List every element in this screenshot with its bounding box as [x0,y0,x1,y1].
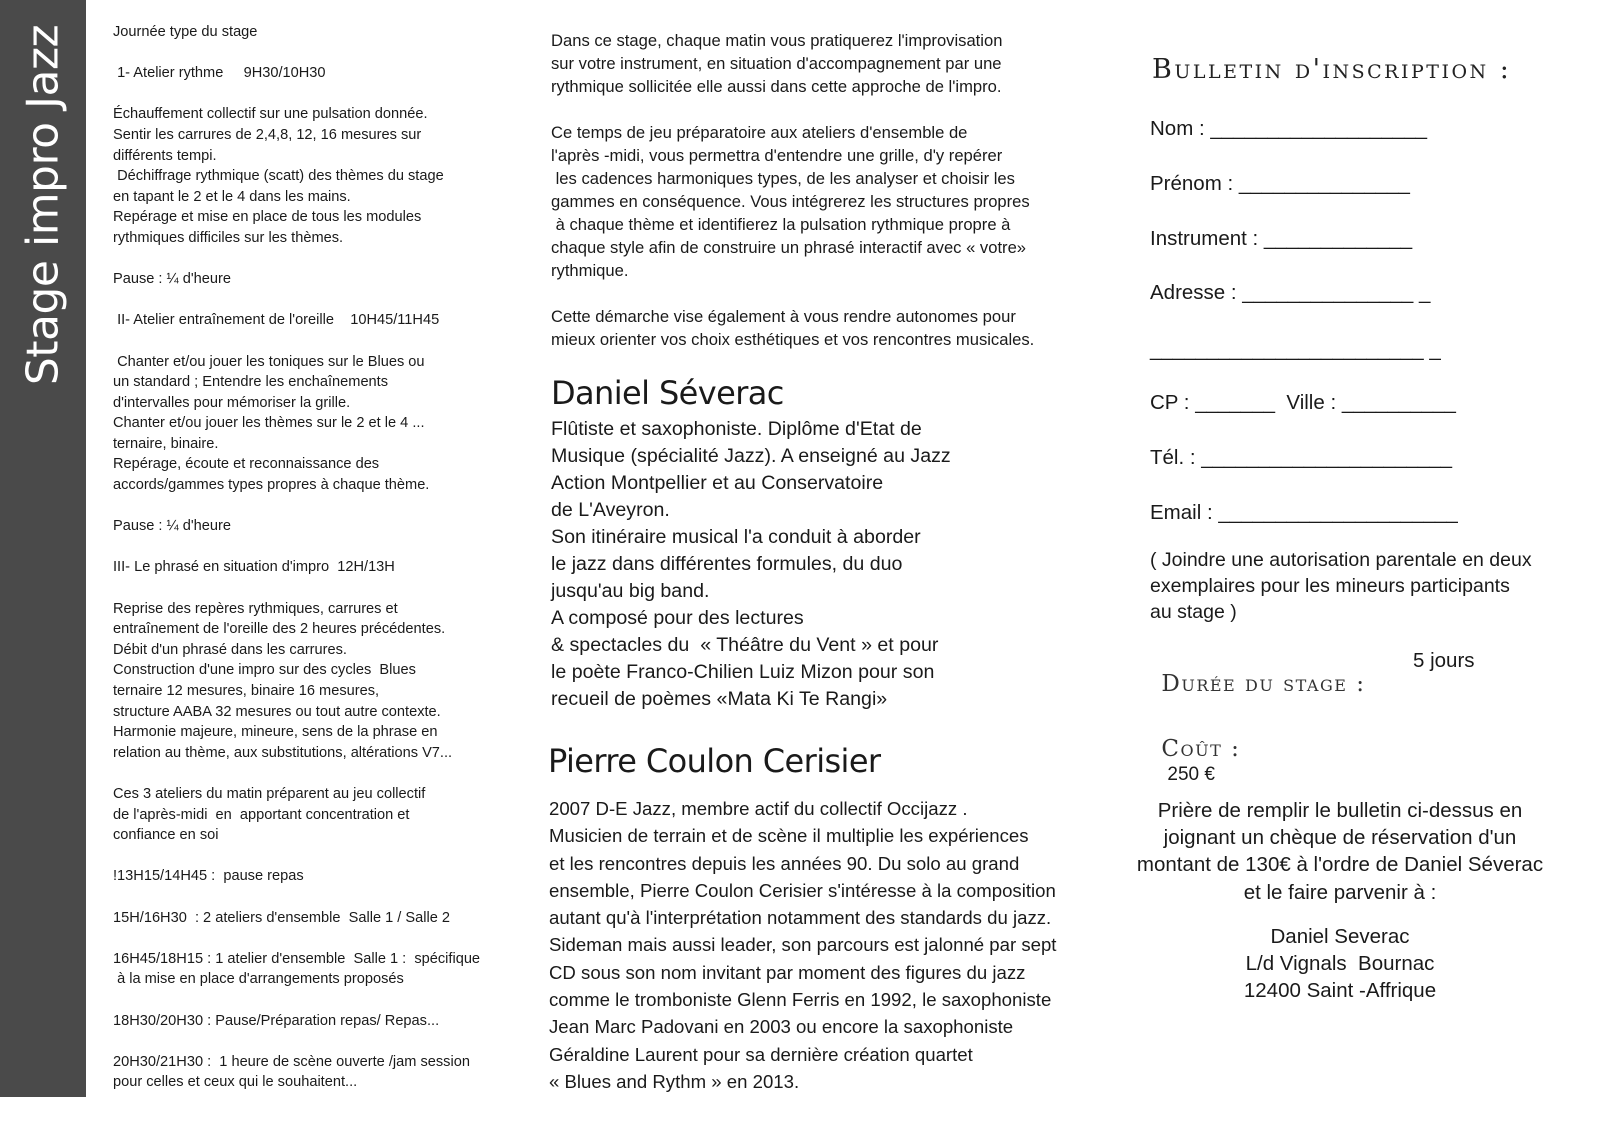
address-line: L/d Vignals Bournac [1245,952,1435,975]
intro-paragraph-3: Cette démarche vise également à vous rendre autonomes pour mieux orienter vos choix esthétiques et vos rencontres musicales. [551,307,1035,349]
workshop-1-title: 1- Atelier rythme 9H30/10H30 [113,65,326,82]
duration-row [1150,647,1475,721]
schedule-column [113,22,533,1113]
nom-field[interactable]: Nom : ___________________ [1150,117,1427,140]
duration-label: Durée du stage : [1161,671,1366,697]
tel-field[interactable]: Tél. : ______________________ [1150,446,1453,469]
sidebar-title: Stage impro Jazz [17,24,69,386]
bio-name-cerisier: Pierre Coulon Cerisier [548,742,881,780]
form-title: Bulletin d'inscription : [1152,54,1512,85]
bio-name-severac: Daniel Séverac [551,374,784,412]
duration-value: 5 jours [1413,649,1475,672]
adresse-line2-field[interactable]: ________________________ _ [1150,338,1441,361]
adresse-field[interactable]: Adresse : _______________ _ [1150,281,1431,304]
workshop-3-title: III- Le phrasé en situation d'impro 12H/13H [113,559,395,576]
bio-text-severac: Flûtiste et saxophoniste. Diplôme d'Etat de Musique (spécialité Jazz). A enseigné au Jazz Action Montpellier et au Conservatoire de L'Aveyron. Son itinéraire musical l'a conduit à aborder le jazz dans différentes formules, du duo jusqu'au big band. A composé pour des lectures & spectacles du « Théâtre du Vent » et pour le poète Franco-Chilien Luiz Mizon pour son recueil de poèmes «Mata Ki Te Rangi» [551,418,951,710]
jam-session: 20H30/21H30 : 1 heure de scène ouverte /jam session pour celles et ceux qui le souhaitent... [113,1053,470,1091]
cost-row [1150,712,1240,786]
workshop-1-text: Échauffement collectif sur une pulsation donnée. Sentir les carrures de 2,4,8, 12, 16 mesures sur différents tempi. Déchiffrage rythmique (scatt) des thèmes du stage en tapant le 2 et le 4 dans les mains. Repérage et mise en place de tous les modules rythmiques difficiles sur les thèmes. [113,106,444,246]
intro-column [551,29,1091,374]
pause-2: Pause : ¼ d'heure [113,518,231,535]
instrument-field[interactable]: Instrument : _____________ [1150,227,1413,250]
closing-instructions: Prière de remplir le bulletin ci-dessus en joignant un chèque de réservation d'un montant de 130€ à l'ordre de Daniel Séverac et le faire parvenir à : [1136,799,1544,904]
lunch-slot: !13H15/14H45 : pause repas [113,868,304,885]
workshop-2-text: Chanter et/ou jouer les toniques sur le Blues ou un standard ; Entendre les enchaînements d'intervalles pour mémoriser la grille. Chanter et/ou jouer les thèmes sur le 2 et le 4 ... ternaire, binaire. Repérage, écoute et reconnaissance des accords/gammes types propres à chaque thème. [113,353,430,494]
address-line: 12400 Saint -Affrique [1243,979,1437,1002]
cost-value: 250 € [1167,764,1215,785]
email-field[interactable]: Email : _____________________ [1150,501,1458,524]
cp-ville-field[interactable]: CP : _______ Ville : __________ [1150,391,1456,414]
afternoon-slot-1: 15H/16H30 : 2 ateliers d'ensemble Salle 1 / Salle 2 [113,909,451,926]
morning-summary: Ces 3 ateliers du matin préparent au jeu collectif de l'après-midi en apportant concentration et confiance en soi [113,785,426,844]
schedule-heading: Journée type du stage [113,24,258,40]
intro-paragraph-1: Dans ce stage, chaque matin vous pratiquerez l'improvisation sur votre instrument, en situation d'accompagnement par une rythmique sollicitée elle aussi dans cette approche de l'impro. [551,31,1003,96]
sidebar-band [0,0,86,1097]
workshop-2-title: II- Atelier entraînement de l'oreille 10H45/11H45 [113,312,440,329]
intro-paragraph-2: Ce temps de jeu préparatoire aux ateliers d'ensemble de l'après -midi, vous permettra d'entendre une grille, d'y repérer les cadences harmoniques types, de les analyser et choisir les gammes en conséquence. Vous intégrerez les structures propres à chaque thème et identifierez la pulsation rythmique propre à chaque style afin de construire un phrasé interactif avec « votre» rythmique. [551,123,1030,280]
workshop-3-text: Reprise des repères rythmiques, carrures et entraînement de l'oreille des 2 heures précédentes. Débit d'un phrasé dans les carrures. Construction d'une impro sur des cycles Blues ternaire 12 mesures, binaire 16 mesures, structure AABA 32 mesures ou tout autre contexte. Harmonie majeure, mineure, sens de la phrase en relation au thème, aux substitutions, altérations V7... [113,600,453,761]
evening-break: 18H30/20H30 : Pause/Préparation repas/ Repas... [113,1012,440,1029]
parental-note: ( Joindre une autorisation parentale en deux exemplaires pour les mineurs participants au stage ) [1150,549,1532,623]
cost-label: Coût : [1161,736,1241,762]
afternoon-slot-2: 16H45/18H15 : 1 atelier d'ensemble Salle 1 : spécifique à la mise en place d'arrangements proposés [113,950,481,988]
address-line: Daniel Severac [1270,925,1410,948]
prenom-field[interactable]: Prénom : _______________ [1150,172,1410,195]
pause-1: Pause : ¼ d'heure [113,271,231,288]
mailing-address [1110,923,1570,1004]
bio-text-cerisier: 2007 D-E Jazz, membre actif du collectif Occijazz . Musicien de terrain et de scène il multiplie les expériences et les rencontres depuis les années 90. Du solo au grand ensemble, Pierre Coulon Cerisier s'intéresse à la composition autant qu'à l'interprétation notamment des standards du jazz. Sideman mais aussi leader, son parcours est jalonné par sept CD sous son nom invitant par moment des figures du jazz comme le tromboniste Glenn Ferris en 1992, le saxophoniste Jean Marc Padovani en 2003 ou encore la saxophoniste Géraldine Laurent pour sa dernière création quartet « Blues and Rythm » en 2013. [549,798,1057,1092]
